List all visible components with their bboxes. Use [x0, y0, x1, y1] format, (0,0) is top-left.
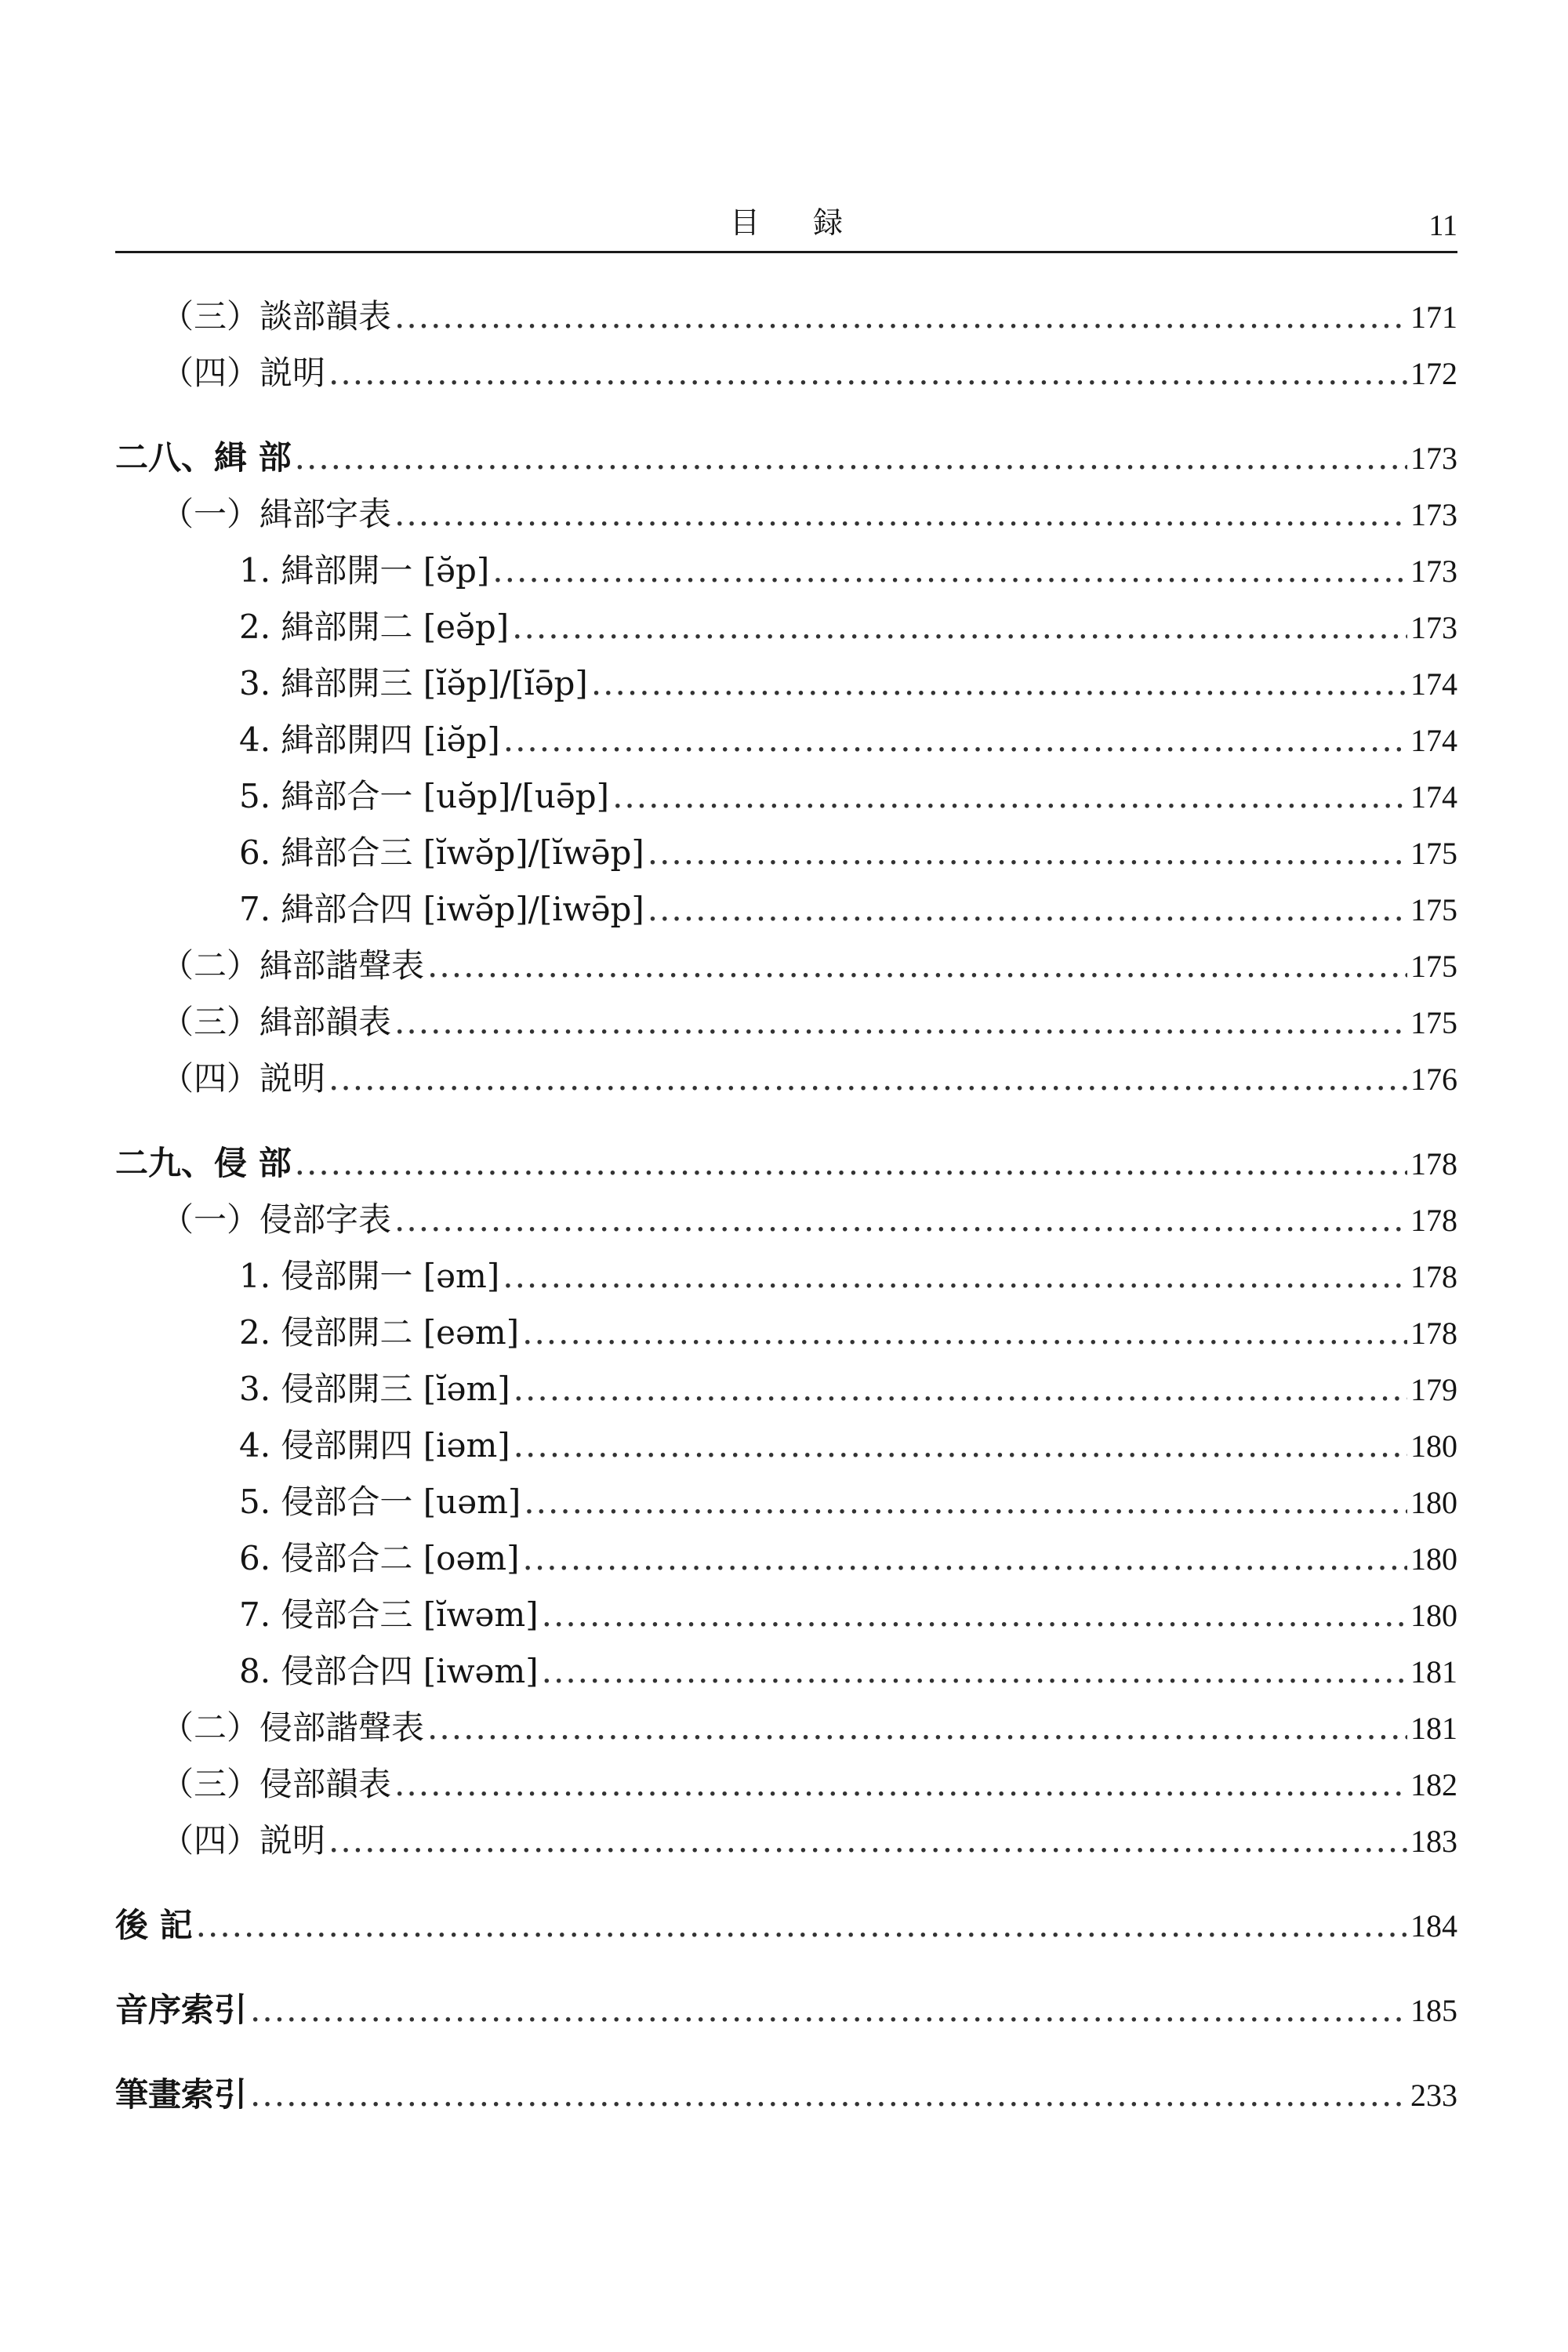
- toc-entry-label: 4. 侵部開四 [iəm]: [239, 1426, 510, 1465]
- toc-subsection-entry[interactable]: [115, 655, 1457, 712]
- toc-entry-page-number: 171: [1410, 299, 1457, 335]
- dot-leader: [514, 1361, 1407, 1417]
- toc-entry-label: 5. 侵部合一 [uəm]: [239, 1483, 521, 1521]
- dot-leader: [522, 1305, 1407, 1361]
- toc-subsection-entry[interactable]: [115, 599, 1457, 655]
- toc-entry-page-number: 181: [1410, 1654, 1457, 1690]
- toc-entry-page-number: 173: [1410, 497, 1457, 532]
- dot-leader: [394, 994, 1407, 1051]
- toc-entry-page-number: 174: [1410, 723, 1457, 758]
- toc-entry-page-number: 183: [1410, 1824, 1457, 1859]
- toc-entry-page-number: 175: [1410, 1005, 1457, 1040]
- toc-subsection-entry[interactable]: [115, 712, 1457, 768]
- toc-entry-page-number: 178: [1410, 1203, 1457, 1238]
- toc-entry-label: 筆畫索引: [115, 2075, 248, 2114]
- dot-leader: [612, 768, 1407, 825]
- toc-entry-page-number: 173: [1410, 610, 1457, 645]
- toc-section-entry[interactable]: [115, 1756, 1457, 1813]
- dot-leader: [427, 1700, 1407, 1756]
- dot-leader: [328, 1051, 1407, 1107]
- page-header: [115, 202, 1457, 253]
- toc-entry-page-number: 174: [1410, 779, 1457, 815]
- toc-entry-page-number: 178: [1410, 1259, 1457, 1294]
- toc-subsection-entry[interactable]: [115, 1474, 1457, 1530]
- toc-chapter-entry[interactable]: [115, 1897, 1457, 1954]
- toc-subsection-entry[interactable]: [115, 1248, 1457, 1305]
- dot-leader: [250, 1982, 1407, 2038]
- toc-section-entry[interactable]: [115, 345, 1457, 401]
- toc-entry-label: （三）侵部韻表: [161, 1765, 392, 1803]
- toc-chapter-entry[interactable]: [115, 1135, 1457, 1192]
- toc-entry-label: 2. 侵部開二 [eəm]: [239, 1313, 520, 1352]
- toc-entry-label: 8. 侵部合四 [iwəm]: [239, 1652, 539, 1690]
- dot-leader: [427, 938, 1407, 994]
- dot-leader: [503, 712, 1407, 768]
- toc-subsection-entry[interactable]: [115, 543, 1457, 599]
- toc-entry-label: 1. 緝部開一 [ə̆p]: [239, 551, 490, 590]
- toc-subsection-entry[interactable]: [115, 881, 1457, 938]
- dot-leader: [648, 825, 1407, 881]
- toc-entry-label: 6. 侵部合二 [oəm]: [239, 1539, 520, 1577]
- toc-entry-label: 音序索引: [115, 1991, 248, 2029]
- dot-leader: [512, 599, 1407, 655]
- toc-subsection-entry[interactable]: [115, 1643, 1457, 1700]
- toc-section-entry[interactable]: [115, 994, 1457, 1051]
- toc-entry-label: （四）説明: [161, 1821, 326, 1860]
- toc-entry-label: 5. 緝部合一 [uə̆p]/[uə̄p]: [239, 777, 610, 815]
- toc-entry-page-number: 175: [1410, 949, 1457, 984]
- toc-entry-page-number: 179: [1410, 1372, 1457, 1407]
- toc-entry-page-number: 178: [1410, 1146, 1457, 1181]
- toc-entry-label: （三）談部韻表: [161, 297, 392, 336]
- toc-entry-page-number: 175: [1410, 836, 1457, 871]
- toc-entry-page-number: 178: [1410, 1316, 1457, 1351]
- toc-entry-page-number: 173: [1410, 441, 1457, 476]
- toc-entry-page-number: 233: [1410, 2078, 1457, 2113]
- toc-entry-page-number: 182: [1410, 1767, 1457, 1802]
- dot-leader: [394, 1756, 1407, 1813]
- toc-entry-label: （四）説明: [161, 354, 326, 392]
- toc-entry-label: 1. 侵部開一 [əm]: [239, 1257, 500, 1295]
- toc-entry-label: （一）緝部字表: [161, 495, 392, 533]
- header-page-number: 11: [1428, 209, 1457, 242]
- dot-leader: [328, 345, 1407, 401]
- toc-subsection-entry[interactable]: [115, 1587, 1457, 1643]
- toc-subsection-entry[interactable]: [115, 768, 1457, 825]
- toc-section-entry[interactable]: [115, 486, 1457, 543]
- toc-entry-page-number: 181: [1410, 1711, 1457, 1746]
- toc-section-entry[interactable]: [115, 938, 1457, 994]
- toc-entry-page-number: 174: [1410, 666, 1457, 702]
- toc-entry-page-number: 176: [1410, 1062, 1457, 1097]
- toc-entry-page-number: 173: [1410, 554, 1457, 589]
- dot-leader: [591, 655, 1407, 712]
- dot-leader: [394, 289, 1407, 345]
- toc-entry-page-number: 180: [1410, 1598, 1457, 1633]
- dot-leader: [524, 1474, 1407, 1530]
- toc-entry-page-number: 180: [1410, 1541, 1457, 1577]
- toc-subsection-entry[interactable]: [115, 825, 1457, 881]
- dot-leader: [394, 486, 1407, 543]
- toc-entry-label: 二八、緝 部: [115, 438, 292, 477]
- dot-leader: [492, 543, 1407, 599]
- dot-leader: [250, 2067, 1407, 2123]
- dot-leader: [295, 430, 1407, 486]
- dot-leader: [648, 881, 1407, 938]
- toc-entry-label: 4. 緝部開四 [iə̆p]: [239, 720, 500, 759]
- toc-entry-label: 2. 緝部開二 [eə̆p]: [239, 608, 510, 646]
- toc-subsection-entry[interactable]: [115, 1305, 1457, 1361]
- running-title: 目 録: [729, 205, 866, 240]
- toc-entry-label: （四）説明: [161, 1059, 326, 1098]
- toc-entry-label: 6. 緝部合三 [ĭwə̆p]/[ĭwə̄p]: [239, 833, 644, 872]
- toc-entry-page-number: 184: [1410, 1908, 1457, 1944]
- toc-chapter-entry[interactable]: [115, 1982, 1457, 2038]
- toc-entry-label: （二）侵部諧聲表: [161, 1708, 425, 1747]
- toc-section-entry[interactable]: [115, 289, 1457, 345]
- toc-entry-page-number: 172: [1410, 356, 1457, 391]
- dot-leader: [394, 1192, 1407, 1248]
- toc-subsection-entry[interactable]: [115, 1530, 1457, 1587]
- dot-leader: [328, 1813, 1407, 1869]
- dot-leader: [196, 1897, 1407, 1954]
- toc-section-entry[interactable]: [115, 1700, 1457, 1756]
- toc-entry-label: 二九、侵 部: [115, 1144, 292, 1182]
- toc-entry-page-number: 180: [1410, 1485, 1457, 1520]
- dot-leader: [503, 1248, 1407, 1305]
- toc-entry-label: （三）緝部韻表: [161, 1003, 392, 1041]
- toc-chapter-entry[interactable]: [115, 430, 1457, 486]
- toc-entry-label: 7. 侵部合三 [ĭwəm]: [239, 1595, 539, 1634]
- toc-entry-label: 後 記: [115, 1906, 193, 1944]
- toc-subsection-entry[interactable]: [115, 1361, 1457, 1417]
- dot-leader: [542, 1587, 1407, 1643]
- toc-chapter-entry[interactable]: [115, 2067, 1457, 2123]
- toc-entry-page-number: 175: [1410, 892, 1457, 927]
- toc-entry-label: 7. 緝部合四 [iwə̆p]/[iwə̄p]: [239, 890, 644, 928]
- toc-section-entry[interactable]: [115, 1192, 1457, 1248]
- toc-entry-label: 3. 侵部開三 [ĭəm]: [239, 1370, 510, 1408]
- dot-leader: [542, 1643, 1407, 1700]
- toc-entry-label: 3. 緝部開三 [ĭə̆p]/[ĭə̄p]: [239, 664, 588, 702]
- toc-entry-page-number: 185: [1410, 1993, 1457, 2028]
- toc-section-entry[interactable]: [115, 1813, 1457, 1869]
- toc-entry-label: （二）緝部諧聲表: [161, 946, 425, 985]
- toc-section-entry[interactable]: [115, 1051, 1457, 1107]
- dot-leader: [295, 1135, 1407, 1192]
- toc-subsection-entry[interactable]: [115, 1417, 1457, 1474]
- dot-leader: [523, 1530, 1407, 1587]
- toc-entry-label: （一）侵部字表: [161, 1200, 392, 1239]
- table-of-contents: [115, 289, 1457, 2123]
- toc-entry-page-number: 180: [1410, 1428, 1457, 1464]
- dot-leader: [514, 1417, 1407, 1474]
